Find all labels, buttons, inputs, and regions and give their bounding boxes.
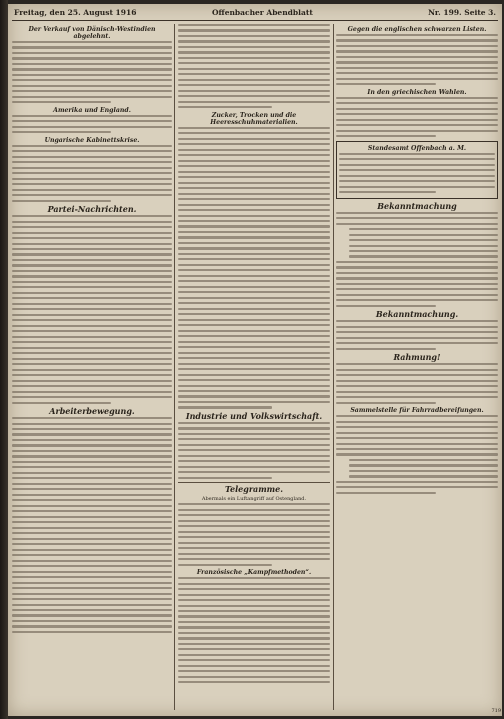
article-body — [12, 145, 172, 202]
civil-registry-box — [336, 141, 498, 199]
headline-party-news: Partei-Nachrichten. — [47, 204, 137, 215]
article-body — [12, 417, 172, 633]
registry-entries — [339, 153, 495, 193]
column-left — [12, 24, 172, 710]
header-paper-title: Offenbacher Abendblatt — [212, 8, 313, 17]
newspaper-page — [8, 4, 502, 716]
headline-hungarian-cabinet-crisis: Ungarische Kabinettskrise. — [44, 136, 140, 144]
article-body — [336, 34, 498, 85]
article-body — [178, 127, 330, 409]
column-right — [336, 24, 498, 710]
article-body — [178, 577, 330, 683]
section-divider — [178, 482, 330, 483]
article-body — [12, 115, 172, 134]
subheadline-air-raid: Abermals ein Luftangriff auf Ostengland. — [201, 496, 307, 503]
headline-america-england: Amerika und England. — [53, 106, 131, 114]
announcement-body — [336, 320, 498, 350]
article-body — [12, 215, 172, 404]
headline-telegrams: Telegramme. — [224, 484, 284, 495]
headline-industry-economy: Industrie und Volkswirtschaft. — [185, 410, 323, 421]
headline-french-methods: Französische „Kampfmethoden“. — [196, 569, 312, 577]
article-body — [12, 41, 172, 103]
column-rule-2 — [333, 24, 334, 710]
header-date: Freitag, den 25. August 1916 — [14, 8, 137, 17]
article-body — [178, 422, 330, 479]
headline-greek-elections: In den griechischen Wahlen. — [367, 88, 467, 96]
announcement-body — [336, 415, 498, 494]
column-middle — [178, 24, 330, 710]
book-binding-edge — [0, 0, 8, 719]
article-body — [336, 97, 498, 137]
headline-announcement-2: Bekanntmachung. — [375, 309, 459, 320]
headline-danish-west-indies: Der Verkauf von Dänisch-Westindien abgelehnt. — [28, 26, 156, 40]
headline-announcement-1: Bekanntmachung — [377, 200, 457, 211]
announcement-body — [336, 212, 498, 307]
page-header — [12, 7, 498, 21]
headline-bicycle-tires-collection: Sammelstelle für Fahrradbereifungen. — [350, 407, 484, 415]
headline-warning: Rahmung! — [393, 352, 441, 363]
headline-english-blacklists: Gegen die englischen schwarzen Listen. — [347, 26, 487, 33]
headline-labor-movement: Arbeiterbewegung. — [49, 406, 135, 417]
page-corner-number: 719 — [491, 708, 501, 714]
article-body — [178, 24, 330, 108]
headline-army-shoe-materials: Zucker, Trocken und die Heeresschuhmaterialien. — [210, 111, 298, 126]
column-rule-1 — [174, 24, 175, 710]
article-body — [178, 503, 330, 565]
header-issue-number: Nr. 199. Seite 3. — [428, 8, 496, 17]
announcement-body — [336, 363, 498, 403]
headline-civil-registry: Standesamt Offenbach a. M. — [367, 144, 467, 152]
